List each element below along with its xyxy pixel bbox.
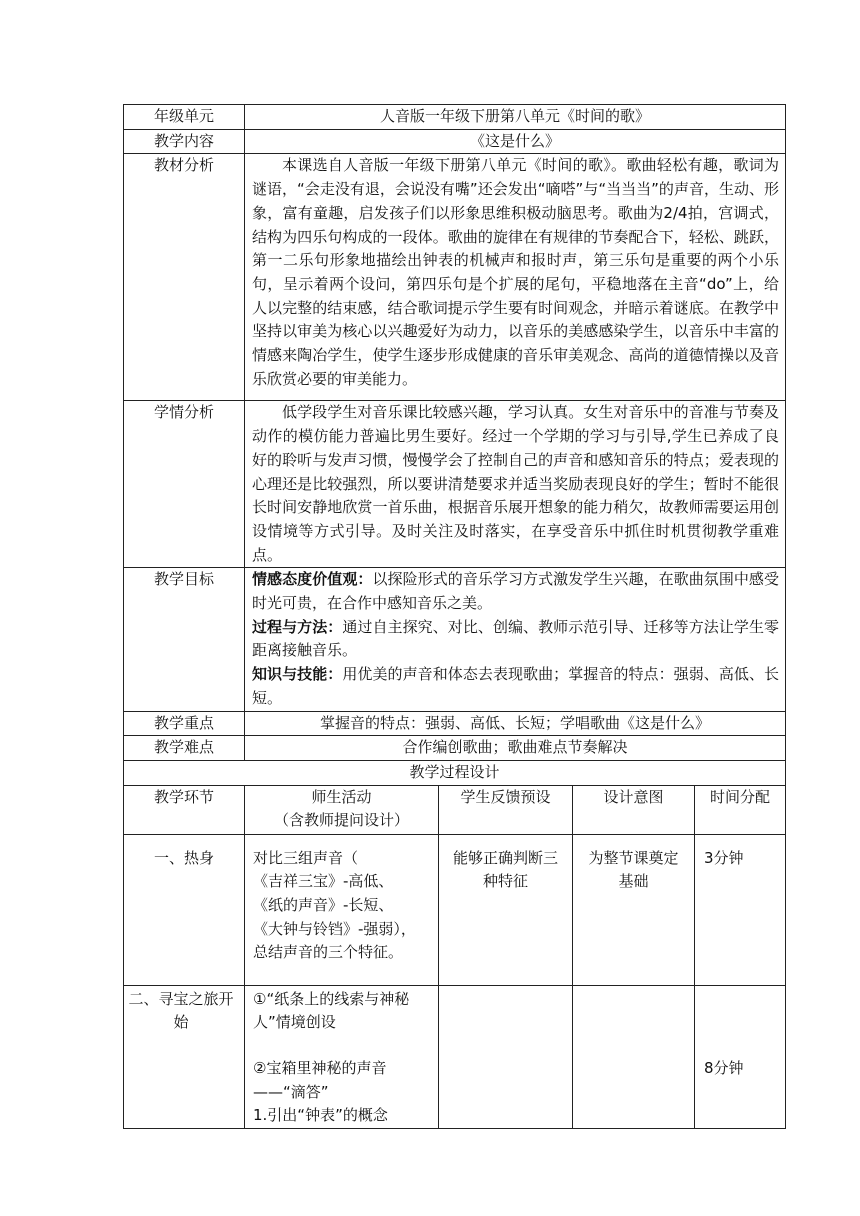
step-feedback-text: 能够正确判断三种特征 <box>453 848 559 891</box>
header-activity <box>245 785 439 834</box>
goal-text: 通过自主探究、对比、创编、教师示范引导、迁移等方法让学生零距离接触音乐。 <box>252 617 779 660</box>
text-analysis: 本课选自人音版一年级下册第八单元《时间的歌》。歌曲轻松有趣，歌词为谜语，“会走没有退，会说没有嘴”还会发出“嘀嗒”与“当当当”的声音，生动、形象，富有童趣，启发孩子们以形象思维积极动脑思考。歌曲为2/4拍，宫调式，结构为四乐句构成的一段体。歌曲的旋律在有规律的节奏配合下，轻松、跳跃，第一二乐句形象地描绘出钟表的机械声和报时声，第三乐句是重要的两个小乐句，呈示着两个设问，第四乐句是个扩展的尾句，平稳地落在主音“do”上，给人以完整的结束感，结合歌词提示学生要有时间观念，并暗示着谜底。在教学中坚持以审美为核心以兴趣爱好为动力，以音乐的美感感染学生，以音乐中丰富的情感来陶冶学生，使学生逐步形成健康的音乐审美观念、高尚的道德情操以及音乐欣赏必要的审美能力。 <box>245 154 786 401</box>
value-unit: 人音版一年级下册第八单元《时间的歌》 <box>245 105 786 130</box>
step-row <box>124 834 786 985</box>
step-row <box>124 985 786 1129</box>
label-students: 学情分析 <box>124 401 245 568</box>
step-intent-text: 为整节课奠定基础 <box>588 848 679 891</box>
activity-line: 《大钟与铃铛》-强弱）， <box>253 919 416 938</box>
label-difficulty: 教学难点 <box>124 736 245 761</box>
step-stage-text: 一、热身 <box>153 848 214 867</box>
value-content: 《这是什么》 <box>245 129 786 154</box>
header-intent: 设计意图 <box>573 785 695 834</box>
goals-list <box>245 568 786 711</box>
goal-item <box>252 568 779 615</box>
goal-text: 用优美的声音和体态去表现歌曲；掌握音的特点：强弱、高低、长短。 <box>252 665 779 707</box>
label-key: 教学重点 <box>124 711 245 736</box>
activity-line: 《吉祥三宝》-高低、 <box>253 872 394 891</box>
step-stage <box>124 985 245 1129</box>
text-students: 低学段学生对音乐课比较感兴趣，学习认真。女生对音乐中的音准与节奏及动作的模仿能力普遍比男生要好。经过一个学期的学习与引导,学生已养成了良好的聆听与发声习惯，慢慢学会了控制自己的声音和感知音乐的特点；爱表现的心理还是比较强烈，所以要讲清楚要求并适当奖励表现良好的学生；暂时不能很长时间安静地欣赏一首乐曲，根据音乐展开想象的能力稍欠，故教师需要运用创设情境等方式引导。及时关注及时落实，在享受音乐中抓住时机贯彻教学重难点。 <box>245 401 786 568</box>
value-key: 掌握音的特点：强弱、高低、长短；学唱歌曲《这是什么》 <box>245 711 786 736</box>
row-students <box>124 401 786 568</box>
row-key <box>124 711 786 736</box>
row-analysis <box>124 154 786 401</box>
activity-line: ①“纸条上的线索与神秘人”情境创设 <box>253 989 410 1032</box>
step-intent <box>573 834 695 985</box>
header-activity-line1: 师生活动 <box>311 787 372 806</box>
step-time-text: 8分钟 <box>704 1058 744 1077</box>
step-intent <box>573 985 695 1129</box>
step-time <box>695 985 786 1129</box>
label-goals: 教学目标 <box>124 568 245 711</box>
activity-line: 《纸的声音》-长短、 <box>253 896 394 915</box>
goal-text: 以探险形式的音乐学习方式激发学生兴趣，在歌曲氛围中感受时光可贵，在合作中感知音乐之美。 <box>252 570 779 613</box>
row-process-title <box>124 760 786 785</box>
lesson-plan <box>123 104 785 1129</box>
label-content: 教学内容 <box>124 129 245 154</box>
activity-line: 总结声音的三个特征。 <box>253 943 404 962</box>
goal-title: 知识与技能： <box>252 665 343 684</box>
row-unit <box>124 105 786 130</box>
step-time <box>695 834 786 985</box>
activity-line: 对比三组声音（ <box>253 848 359 867</box>
goal-title: 情感态度价值观： <box>252 570 373 589</box>
label-analysis: 教材分析 <box>124 154 245 401</box>
goal-item <box>252 663 779 710</box>
row-goals <box>124 568 786 711</box>
goal-title: 过程与方法： <box>252 617 343 636</box>
header-feedback: 学生反馈预设 <box>439 785 573 834</box>
activity-line: ②宝箱里神秘的声音——“滴答” <box>253 1059 387 1101</box>
header-time: 时间分配 <box>695 785 786 834</box>
label-unit: 年级单元 <box>124 105 245 130</box>
goal-item <box>252 616 779 663</box>
step-activity <box>245 834 439 985</box>
step-activity <box>245 985 439 1129</box>
row-difficulty <box>124 736 786 761</box>
step-stage-text: 二、寻宝之旅开始 <box>128 989 234 1032</box>
step-feedback <box>439 985 573 1129</box>
process-header-row <box>124 785 786 834</box>
value-difficulty: 合作编创歌曲；歌曲难点节奏解决 <box>245 736 786 761</box>
header-activity-line2: （含教师提问设计） <box>273 811 409 830</box>
row-content <box>124 129 786 154</box>
step-stage <box>124 834 245 985</box>
step-time-text: 3分钟 <box>704 848 744 867</box>
step-feedback <box>439 834 573 985</box>
process-title: 教学过程设计 <box>124 760 786 785</box>
header-stage: 教学环节 <box>124 785 245 834</box>
activity-line: 1.引出“钟表”的概念 <box>253 1106 388 1125</box>
lesson-plan-table <box>123 104 786 1129</box>
